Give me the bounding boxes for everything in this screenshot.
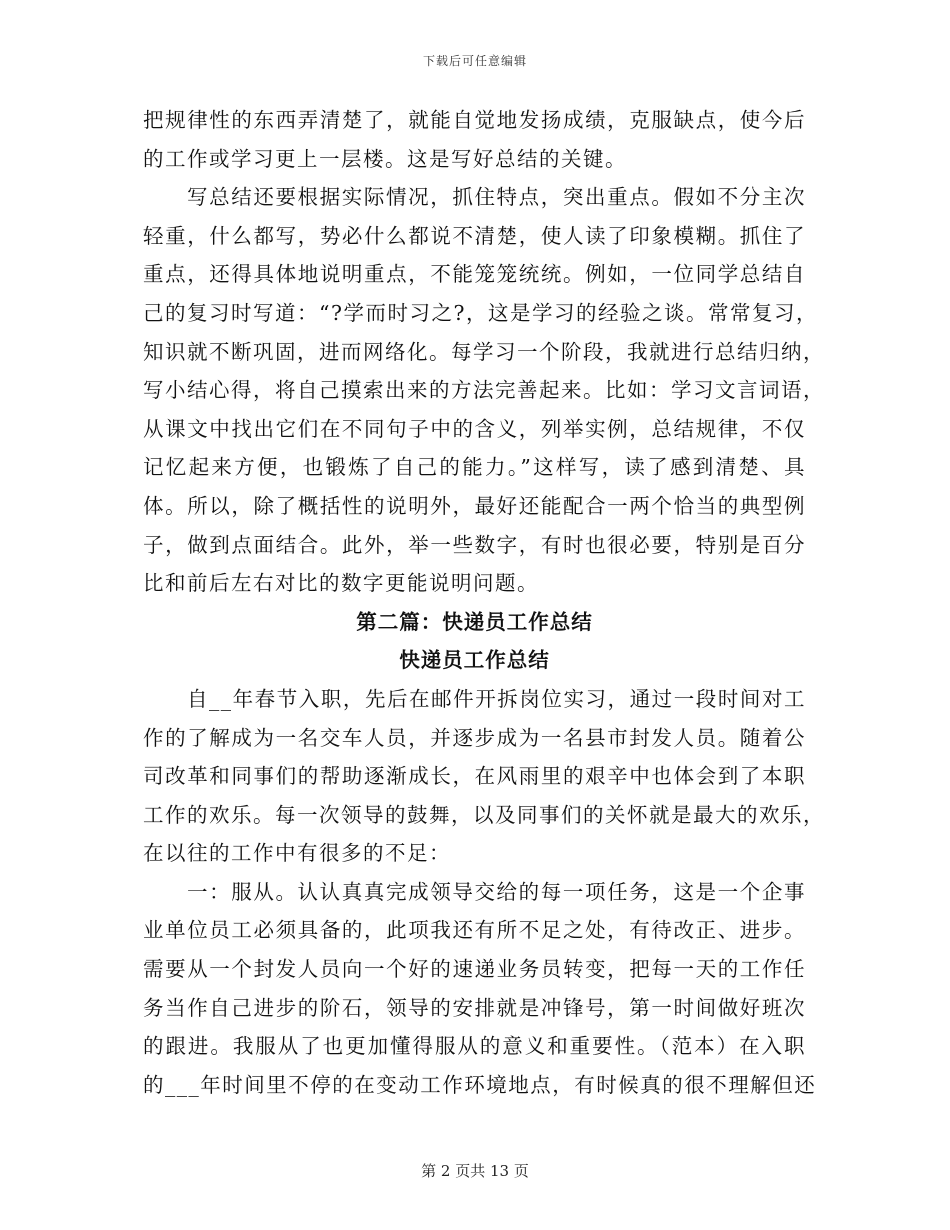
- paragraph-line: 比和前后左右对比的数字更能说明问题。: [143, 571, 539, 596]
- paragraph-line: 一：服从。认认真真完成领导交给的每一项任务，这是一个企事: [187, 879, 806, 904]
- paragraph-line: 司改革和同事们的帮助逐渐成长，在风雨里的艰辛中也体会到了本职: [143, 764, 806, 789]
- paragraph-line: 己的复习时写道：“?学而时习之?，这是学习的经验之谈。常常复习，: [143, 300, 818, 325]
- paragraph-line: 写总结还要根据实际情况，抓住特点，突出重点。假如不分主次: [187, 185, 806, 210]
- paragraph-line: 在以往的工作中有很多的不足：: [143, 841, 451, 866]
- paragraph-line: 作的了解成为一名交车人员，并逐步成为一名县市封发人员。随着公: [143, 725, 806, 750]
- paragraph-line: 工作的欢乐。每一次领导的鼓舞，以及同事们的关怀就是最大的欢乐，: [143, 802, 825, 827]
- paragraph-line: 知识就不断巩固，进而网络化。每学习一个阶段，我就进行总结归纳，: [143, 339, 825, 364]
- paragraph-line: 记忆起来方便，也锻炼了自己的能力。”这样写，读了感到清楚、具: [143, 455, 806, 480]
- paragraph-line: 的工作或学习更上一层楼。这是写好总结的关键。: [143, 146, 627, 171]
- paragraph-line: 的跟进。我服从了也更加懂得服从的意义和重要性。（范本）在入职: [143, 1034, 806, 1059]
- paragraph-line: 重点，还得具体地说明重点，不能笼笼统统。例如，一位同学总结自: [143, 262, 806, 287]
- paragraph-line: 体。所以，除了概括性的说明外，最好还能配合一两个恰当的典型例: [143, 493, 806, 518]
- paragraph-line: 业单位员工必须具备的，此项我还有所不足之处，有待改正、进步。: [143, 918, 806, 943]
- paragraph-line: 轻重，什么都写，势必什么都说不清楚，使人读了印象模糊。抓住了: [143, 223, 806, 248]
- paragraph-line: 自__年春节入职，先后在邮件开拆岗位实习，通过一段时间对工: [187, 686, 806, 711]
- page-header: 下载后可任意编辑: [422, 54, 527, 68]
- page-footer: 第 2 页共 13 页: [421, 1162, 529, 1180]
- paragraph-line: 从课文中找出它们在不同句子中的含义，列举实例，总结规律，不仅: [143, 416, 806, 441]
- paragraph-line: 需要从一个封发人员向一个好的速递业务员转变，把每一天的工作任: [143, 957, 806, 982]
- section-heading: 第二篇：快递员工作总结: [356, 609, 593, 634]
- document-body: [143, 101, 825, 1104]
- paragraph-line: 把规律性的东西弄清楚了，就能自觉地发扬成绩，克服缺点，使今后: [143, 108, 806, 132]
- paragraph-line: 子，做到点面结合。此外，举一些数字，有时也很必要，特别是百分: [143, 532, 806, 557]
- paragraph-line: 务当作自己进步的阶石，领导的安排就是冲锋号，第一时间做好班次: [143, 995, 806, 1020]
- paragraph-line: 写小结心得，将自己摸索出来的方法完善起来。比如：学习文言词语，: [143, 378, 825, 403]
- article-title: 快递员工作总结: [399, 648, 550, 673]
- paragraph-line: 的___年时间里不停的在变动工作环境地点，有时候真的很不理解但还: [143, 1072, 817, 1097]
